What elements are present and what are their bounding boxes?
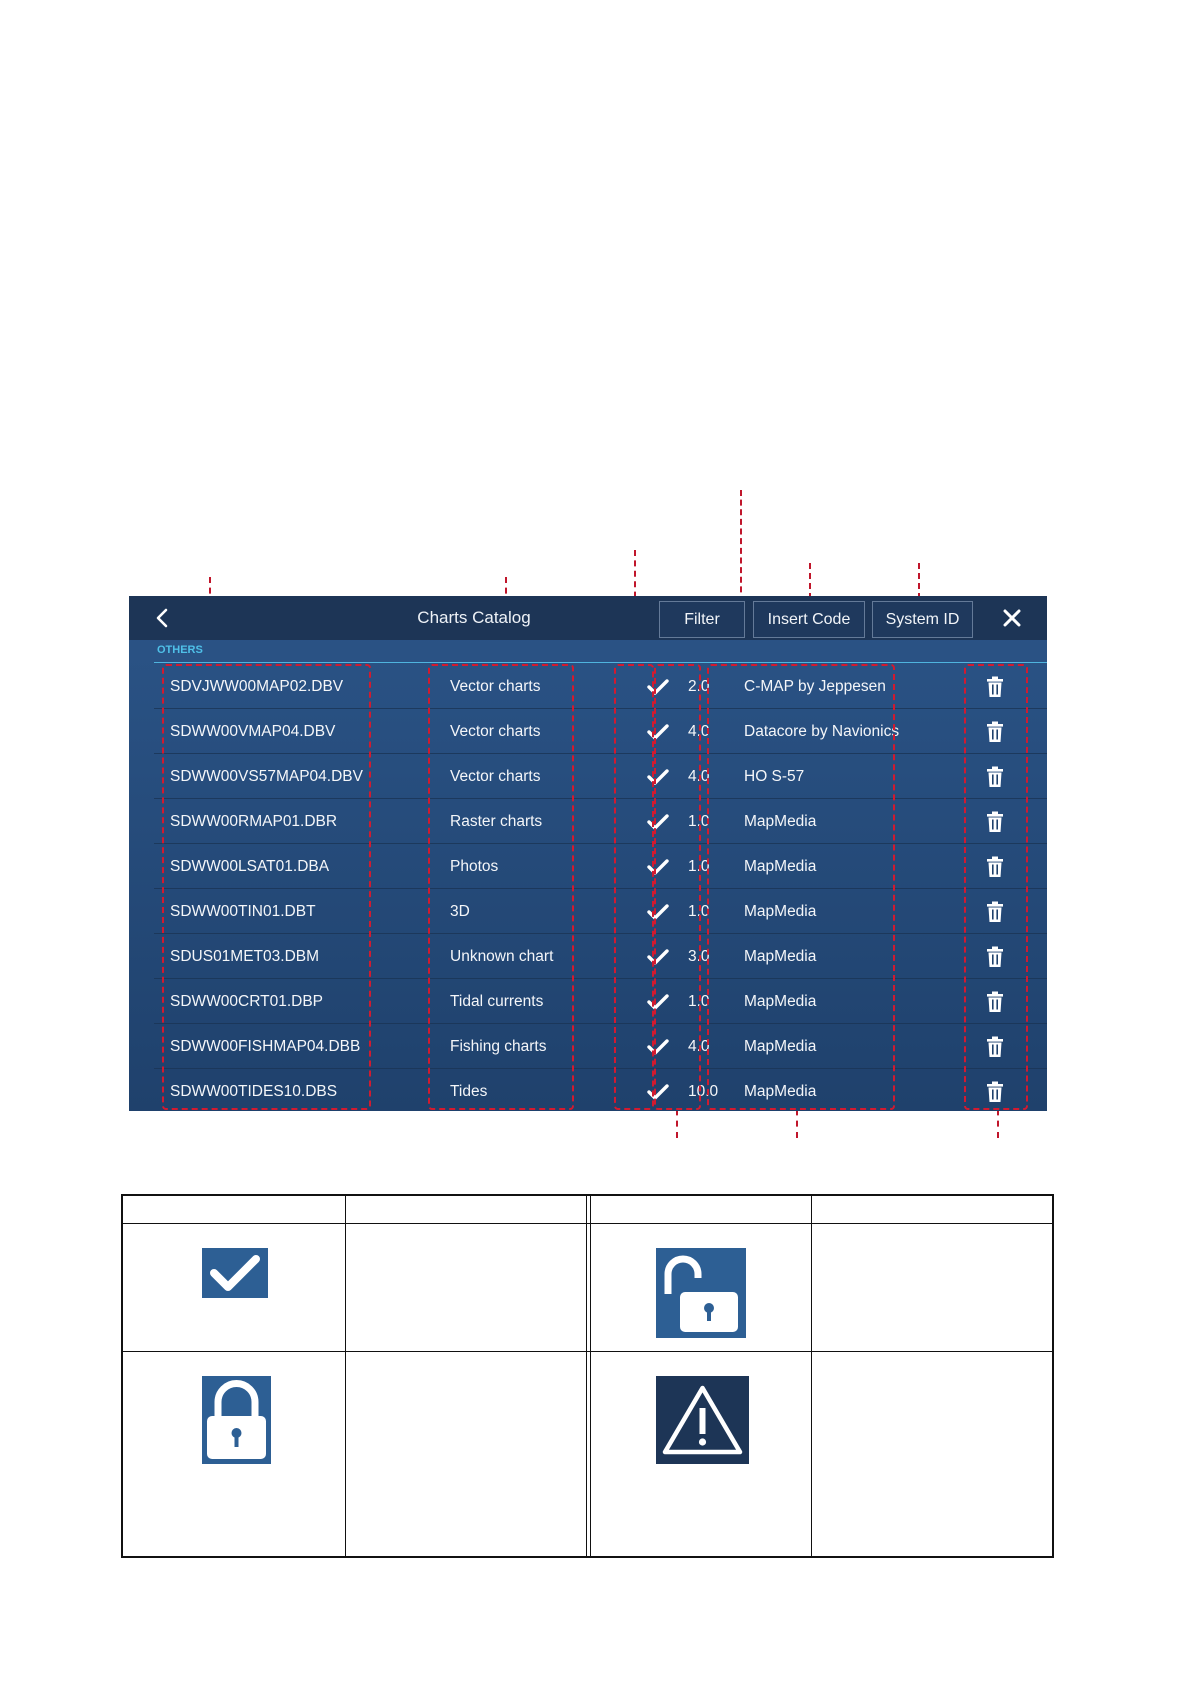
chart-source: Datacore by Navionics [744,722,900,740]
chart-version: 1.0 [688,902,710,920]
insert-code-button[interactable]: Insert Code [753,601,865,638]
legend-col-rule-2b [590,1196,591,1556]
frame-source-column [707,664,895,1110]
icon-legend-table [121,1194,1054,1558]
callout-leader-filter [740,490,742,602]
frame-delete-column [964,664,1028,1110]
check-box-icon [202,1248,268,1303]
chart-filename: SDUS01MET03.DBM [170,947,320,965]
chart-version: 3.0 [688,947,710,965]
system-id-button[interactable]: System ID [872,601,973,638]
close-icon[interactable] [1000,606,1024,630]
chart-version: 2.0 [688,677,710,695]
frame-filename-column [162,664,371,1110]
chart-filename: SDWW00FISHMAP04.DBB [170,1037,361,1055]
legend-col-rule-1 [345,1196,346,1556]
chart-source: MapMedia [744,992,817,1010]
filter-button[interactable]: Filter [659,601,745,638]
chart-source: HO S-57 [744,767,805,785]
legend-row-rule [123,1351,1052,1352]
warning-triangle-icon [656,1376,749,1469]
section-label-others: OTHERS [157,644,203,656]
chart-type: Tidal currents [450,992,544,1010]
legend-header-rule [123,1223,1052,1224]
legend-col-rule-2a [586,1196,587,1556]
chart-filename: SDVJWW00MAP02.DBV [170,677,344,695]
locked-padlock-icon [202,1376,271,1469]
chart-type: Photos [450,857,499,875]
chart-version: 1.0 [688,812,710,830]
chart-version: 10.0 [688,1082,719,1100]
chart-type: Raster charts [450,812,543,830]
chart-type: 3D [450,902,470,920]
chart-version: 1.0 [688,857,710,875]
frame-chart-type-column [428,664,574,1110]
chart-filename: SDWW00VMAP04.DBV [170,722,336,740]
callout-leader-system-id [918,563,920,599]
chart-filename: SDWW00VS57MAP04.DBV [170,767,363,785]
chart-type: Vector charts [450,767,541,785]
chart-source: MapMedia [744,857,817,875]
section-divider [154,662,1047,663]
frame-version-column [654,664,701,1110]
chart-source: C-MAP by Jeppesen [744,677,886,695]
chart-type: Tides [450,1082,488,1100]
chart-filename: SDWW00CRT01.DBP [170,992,324,1010]
chart-source: MapMedia [744,812,817,830]
frame-status-column [614,664,654,1110]
chart-filename: SDWW00TIN01.DBT [170,902,316,920]
chart-filename: SDWW00LSAT01.DBA [170,857,330,875]
chart-version: 1.0 [688,992,710,1010]
unlocked-padlock-icon [656,1248,746,1343]
chart-version: 4.0 [688,1037,710,1055]
title-bar [129,596,1047,640]
page-title: Charts Catalog [417,608,531,627]
callout-leader-insert-code [809,563,811,599]
chart-type: Fishing charts [450,1037,547,1055]
legend-col-rule-3 [811,1196,812,1556]
chart-filename: SDWW00RMAP01.DBR [170,812,338,830]
chart-version: 4.0 [688,767,710,785]
chart-source: MapMedia [744,1082,817,1100]
chart-source: MapMedia [744,947,817,965]
chart-source: MapMedia [744,1037,817,1055]
chart-type: Unknown chart [450,947,554,965]
chart-source: MapMedia [744,902,817,920]
chart-type: Vector charts [450,677,541,695]
charts-catalog-screen [129,596,1047,1111]
chart-version: 4.0 [688,722,710,740]
chart-type: Vector charts [450,722,541,740]
chart-filename: SDWW00TIDES10.DBS [170,1082,338,1100]
chevron-left-icon[interactable] [151,606,175,630]
